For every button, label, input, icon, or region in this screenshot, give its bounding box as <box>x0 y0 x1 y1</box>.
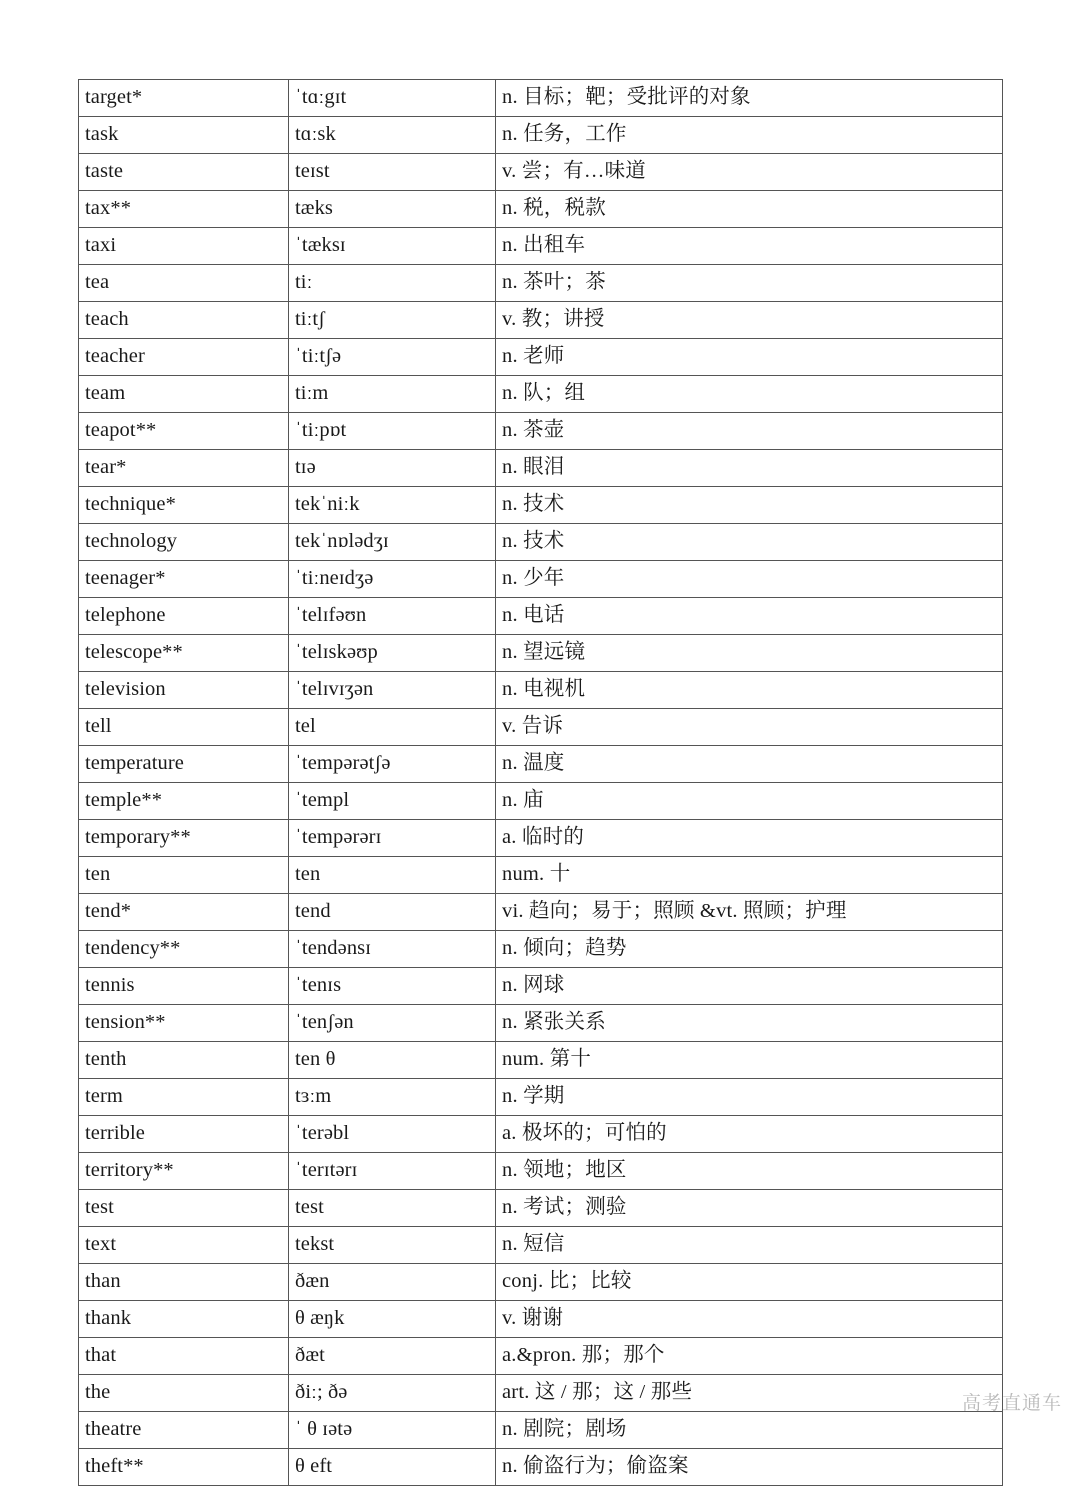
meaning-cell: n. 庙 <box>496 783 1003 820</box>
meaning-cell: vi. 趋向；易于；照顾 &vt. 照顾；护理 <box>496 894 1003 931</box>
vocabulary-word-cell: theatre <box>79 1412 289 1449</box>
vocabulary-word-cell: television <box>79 672 289 709</box>
meaning-cell: n. 望远镜 <box>496 635 1003 672</box>
vocabulary-word-cell: tea <box>79 265 289 302</box>
vocabulary-word-cell: tension** <box>79 1005 289 1042</box>
table-row <box>79 857 1003 894</box>
table-row <box>79 1079 1003 1116</box>
vocabulary-word-cell: than <box>79 1264 289 1301</box>
table-row <box>79 968 1003 1005</box>
meaning-cell: n. 队；组 <box>496 376 1003 413</box>
meaning-cell: n. 目标；靶；受批评的对象 <box>496 80 1003 117</box>
pronunciation-cell: ˈtelɪfəʊn <box>289 598 496 635</box>
table-row <box>79 1190 1003 1227</box>
table-row <box>79 302 1003 339</box>
pronunciation-cell: ten θ <box>289 1042 496 1079</box>
vocabulary-word-cell: ten <box>79 857 289 894</box>
vocabulary-word-cell: teenager* <box>79 561 289 598</box>
meaning-cell: n. 税，税款 <box>496 191 1003 228</box>
table-row <box>79 1301 1003 1338</box>
pronunciation-cell: ˈtendənsɪ <box>289 931 496 968</box>
vocabulary-word-cell: tenth <box>79 1042 289 1079</box>
meaning-cell: n. 网球 <box>496 968 1003 1005</box>
vocabulary-word-cell: that <box>79 1338 289 1375</box>
table-row <box>79 894 1003 931</box>
table-row <box>79 598 1003 635</box>
table-row <box>79 672 1003 709</box>
vocabulary-word-cell: theft** <box>79 1449 289 1486</box>
table-row <box>79 1375 1003 1412</box>
meaning-cell: n. 技术 <box>496 524 1003 561</box>
pronunciation-cell: ˈtempl <box>289 783 496 820</box>
vocabulary-word-cell: text <box>79 1227 289 1264</box>
vocabulary-word-cell: test <box>79 1190 289 1227</box>
vocabulary-word-cell: terrible <box>79 1116 289 1153</box>
meaning-cell: n. 茶叶；茶 <box>496 265 1003 302</box>
vocabulary-word-cell: taste <box>79 154 289 191</box>
table-row <box>79 1449 1003 1486</box>
meaning-cell: v. 谢谢 <box>496 1301 1003 1338</box>
meaning-cell: n. 领地；地区 <box>496 1153 1003 1190</box>
vocabulary-word-cell: the <box>79 1375 289 1412</box>
vocabulary-word-cell: temperature <box>79 746 289 783</box>
meaning-cell: a. 临时的 <box>496 820 1003 857</box>
table-row <box>79 1005 1003 1042</box>
vocabulary-word-cell: telescope** <box>79 635 289 672</box>
meaning-cell: n. 学期 <box>496 1079 1003 1116</box>
vocabulary-word-cell: technology <box>79 524 289 561</box>
meaning-cell: n. 电话 <box>496 598 1003 635</box>
table-row <box>79 191 1003 228</box>
table-row <box>79 450 1003 487</box>
vocabulary-word-cell: target* <box>79 80 289 117</box>
meaning-cell: n. 倾向；趋势 <box>496 931 1003 968</box>
pronunciation-cell: ðæt <box>289 1338 496 1375</box>
meaning-cell: art. 这 / 那；这 / 那些 <box>496 1375 1003 1412</box>
table-row <box>79 487 1003 524</box>
meaning-cell: n. 少年 <box>496 561 1003 598</box>
pronunciation-cell: tekˈniːk <box>289 487 496 524</box>
table-row <box>79 1042 1003 1079</box>
pronunciation-cell: ˈtenʃən <box>289 1005 496 1042</box>
pronunciation-cell: θ æŋk <box>289 1301 496 1338</box>
vocabulary-word-cell: task <box>79 117 289 154</box>
pronunciation-cell: tɜːm <box>289 1079 496 1116</box>
meaning-cell: n. 温度 <box>496 746 1003 783</box>
pronunciation-cell: tekst <box>289 1227 496 1264</box>
vocabulary-table <box>78 79 1003 1486</box>
pronunciation-cell: ˈterəbl <box>289 1116 496 1153</box>
pronunciation-cell: tekˈnɒlədʒɪ <box>289 524 496 561</box>
meaning-cell: v. 告诉 <box>496 709 1003 746</box>
table-row <box>79 376 1003 413</box>
vocabulary-word-cell: temple** <box>79 783 289 820</box>
pronunciation-cell: ˈtiːtʃə <box>289 339 496 376</box>
vocabulary-word-cell: technique* <box>79 487 289 524</box>
pronunciation-cell: ˈtæksɪ <box>289 228 496 265</box>
meaning-cell: n. 电视机 <box>496 672 1003 709</box>
pronunciation-cell: ˈtempərərɪ <box>289 820 496 857</box>
table-row <box>79 154 1003 191</box>
table-row <box>79 746 1003 783</box>
vocabulary-word-cell: tell <box>79 709 289 746</box>
pronunciation-cell: ˈtiːneɪdʒə <box>289 561 496 598</box>
pronunciation-cell: ˈtempərətʃə <box>289 746 496 783</box>
meaning-cell: v. 教；讲授 <box>496 302 1003 339</box>
table-row <box>79 709 1003 746</box>
pronunciation-cell: tiːm <box>289 376 496 413</box>
meaning-cell: a.&pron. 那；那个 <box>496 1338 1003 1375</box>
table-row <box>79 228 1003 265</box>
pronunciation-cell: tiː <box>289 265 496 302</box>
meaning-cell: n. 短信 <box>496 1227 1003 1264</box>
meaning-cell: conj. 比；比较 <box>496 1264 1003 1301</box>
meaning-cell: num. 十 <box>496 857 1003 894</box>
pronunciation-cell: tɑːsk <box>289 117 496 154</box>
pronunciation-cell: ˈtelɪvɪʒən <box>289 672 496 709</box>
table-row <box>79 561 1003 598</box>
pronunciation-cell: tel <box>289 709 496 746</box>
pronunciation-cell: tæks <box>289 191 496 228</box>
vocabulary-word-cell: team <box>79 376 289 413</box>
pronunciation-cell: ðiː; ðə <box>289 1375 496 1412</box>
vocabulary-word-cell: teach <box>79 302 289 339</box>
table-row <box>79 783 1003 820</box>
meaning-cell: n. 剧院；剧场 <box>496 1412 1003 1449</box>
pronunciation-cell: tɪə <box>289 450 496 487</box>
pronunciation-cell: ˈtiːpɒt <box>289 413 496 450</box>
pronunciation-cell: ten <box>289 857 496 894</box>
meaning-cell: a. 极坏的；可怕的 <box>496 1116 1003 1153</box>
table-row <box>79 1264 1003 1301</box>
pronunciation-cell: θ eft <box>289 1449 496 1486</box>
meaning-cell: n. 任务，工作 <box>496 117 1003 154</box>
table-row <box>79 1116 1003 1153</box>
vocabulary-word-cell: thank <box>79 1301 289 1338</box>
meaning-cell: n. 出租车 <box>496 228 1003 265</box>
meaning-cell: n. 考试；测验 <box>496 1190 1003 1227</box>
meaning-cell: n. 眼泪 <box>496 450 1003 487</box>
vocabulary-word-cell: tend* <box>79 894 289 931</box>
vocabulary-word-cell: teacher <box>79 339 289 376</box>
table-row <box>79 931 1003 968</box>
meaning-cell: n. 茶壶 <box>496 413 1003 450</box>
table-row <box>79 413 1003 450</box>
vocabulary-word-cell: tear* <box>79 450 289 487</box>
vocabulary-word-cell: term <box>79 1079 289 1116</box>
pronunciation-cell: ˈtelɪskəʊp <box>289 635 496 672</box>
pronunciation-cell: ˈtɑːgɪt <box>289 80 496 117</box>
meaning-cell: n. 紧张关系 <box>496 1005 1003 1042</box>
table-row <box>79 117 1003 154</box>
pronunciation-cell: test <box>289 1190 496 1227</box>
vocabulary-word-cell: taxi <box>79 228 289 265</box>
vocabulary-word-cell: tendency** <box>79 931 289 968</box>
pronunciation-cell: ˈtenɪs <box>289 968 496 1005</box>
watermark-label: 高考直通车 <box>961 1393 1062 1414</box>
vocabulary-table-body <box>79 80 1003 1486</box>
table-row <box>79 80 1003 117</box>
table-row <box>79 820 1003 857</box>
pronunciation-cell: teɪst <box>289 154 496 191</box>
pronunciation-cell: ˈterɪtərɪ <box>289 1153 496 1190</box>
vocabulary-word-cell: telephone <box>79 598 289 635</box>
table-row <box>79 265 1003 302</box>
table-row <box>79 1153 1003 1190</box>
meaning-cell: n. 偷盗行为；偷盗案 <box>496 1449 1003 1486</box>
meaning-cell: n. 技术 <box>496 487 1003 524</box>
table-row <box>79 1338 1003 1375</box>
vocabulary-word-cell: tennis <box>79 968 289 1005</box>
vocabulary-word-cell: tax** <box>79 191 289 228</box>
table-row <box>79 1227 1003 1264</box>
pronunciation-cell: tiːtʃ <box>289 302 496 339</box>
vocabulary-word-cell: teapot** <box>79 413 289 450</box>
meaning-cell: v. 尝；有…味道 <box>496 154 1003 191</box>
table-row <box>79 524 1003 561</box>
table-row <box>79 339 1003 376</box>
meaning-cell: num. 第十 <box>496 1042 1003 1079</box>
meaning-cell: n. 老师 <box>496 339 1003 376</box>
vocabulary-word-cell: temporary** <box>79 820 289 857</box>
vocabulary-word-cell: territory** <box>79 1153 289 1190</box>
table-row <box>79 635 1003 672</box>
pronunciation-cell: ˈ θ ɪətə <box>289 1412 496 1449</box>
pronunciation-cell: ðæn <box>289 1264 496 1301</box>
pronunciation-cell: tend <box>289 894 496 931</box>
